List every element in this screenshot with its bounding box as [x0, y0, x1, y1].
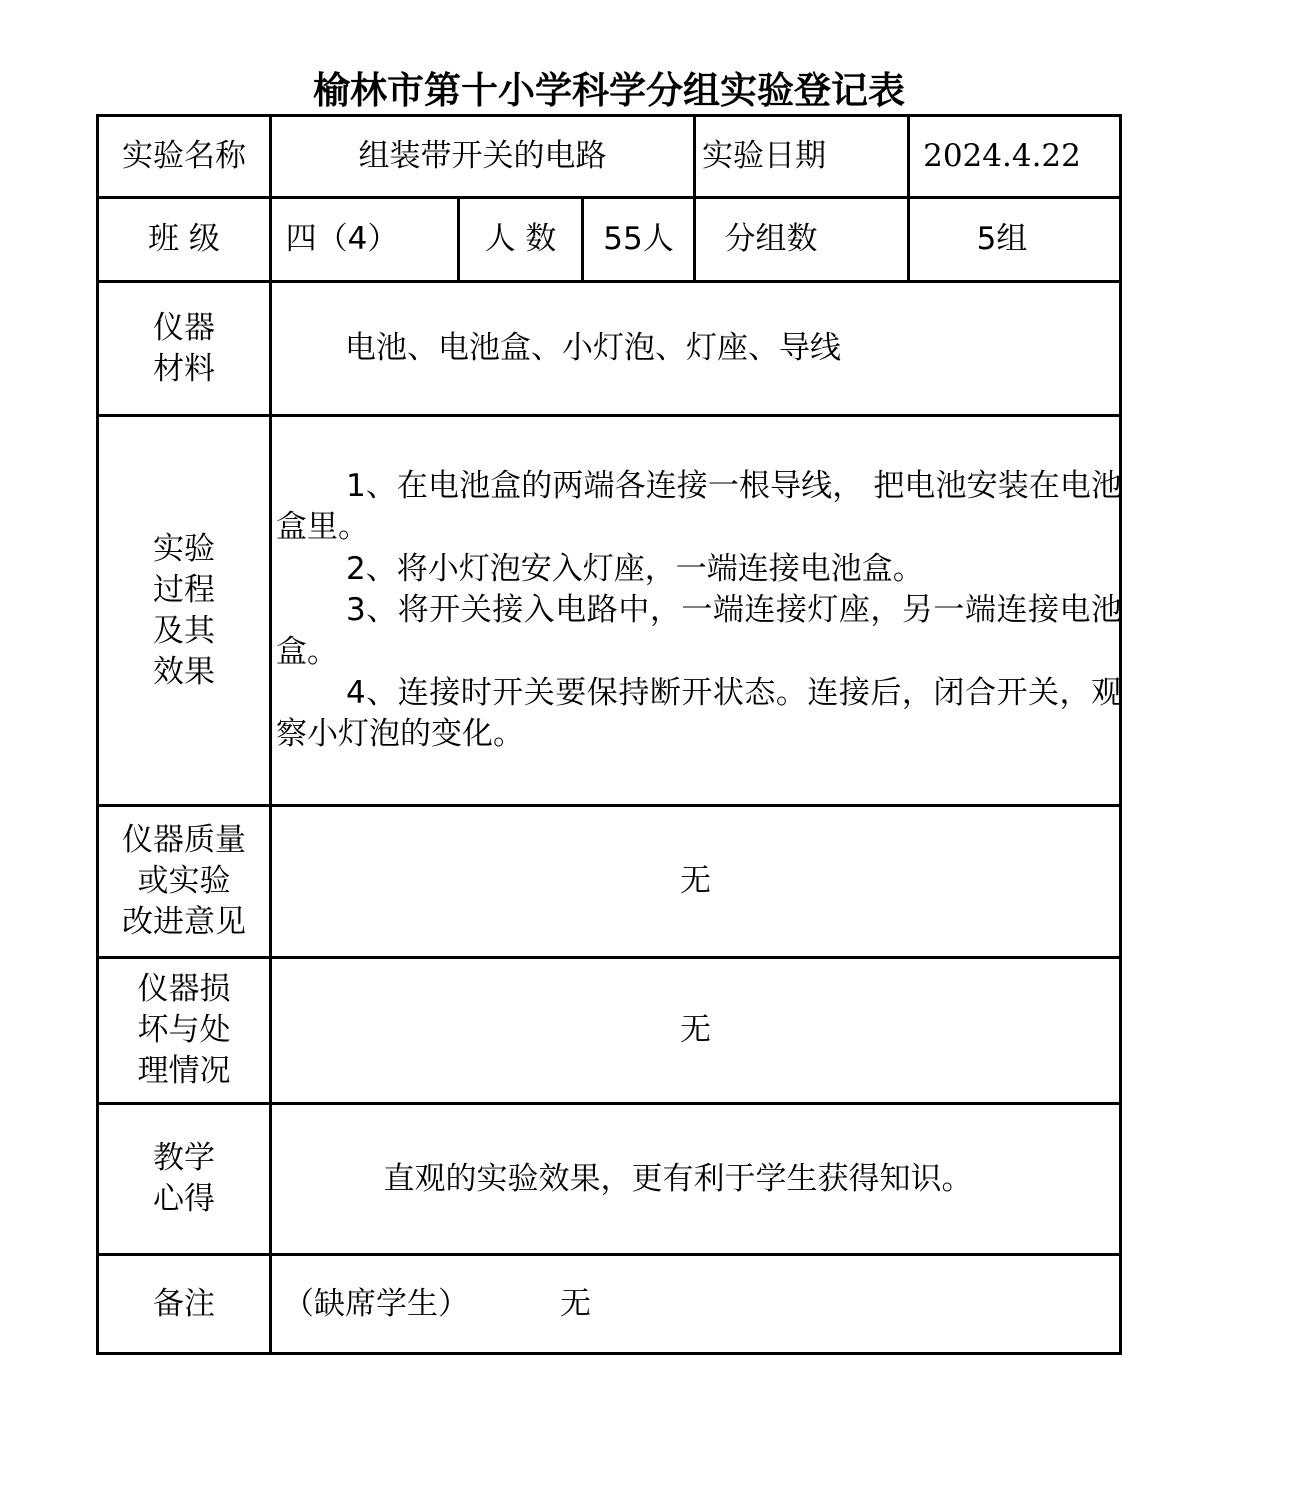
class-label: 班 级 — [148, 221, 220, 257]
experiment-date-label: 实验日期 — [702, 138, 826, 174]
page-title: 榆林市第十小学科学分组实验登记表 — [313, 69, 905, 112]
reflection-label — [99, 1105, 269, 1253]
process-step: 4、连接时开关要保持断开状态。连接后，闭合开关，观察小灯泡的变化。 — [276, 675, 1122, 753]
materials-label-line: 材料 — [153, 350, 215, 387]
absent-students-value: 无 — [560, 1285, 591, 1322]
reflection-label-line: 心得 — [153, 1181, 215, 1217]
process-steps — [276, 466, 1122, 756]
experiment-name-label: 实验名称 — [122, 138, 246, 174]
remarks-label: 备注 — [153, 1285, 215, 1322]
materials-value: 电池、电池盒、小灯泡、灯座、导线 — [345, 330, 841, 366]
reflection-label-line: 教学 — [153, 1140, 215, 1176]
process-step: 3、将开关接入电路中，一端连接灯座，另一端连接电池盒。 — [276, 592, 1122, 670]
reflection-value: 直观的实验效果，更有利于学生获得知识。 — [383, 1160, 973, 1197]
absent-students-label: （缺席学生） — [283, 1285, 469, 1322]
student-count-label: 人 数 — [484, 221, 557, 257]
materials-label — [99, 283, 269, 414]
process-label-line: 实验 — [153, 530, 215, 567]
experiment-date-value: 2024.4.22 — [923, 138, 1081, 174]
suggestions-label — [99, 807, 269, 956]
damage-label-line: 仪器损 — [137, 971, 231, 1007]
damage-label — [99, 959, 269, 1102]
materials-label-line: 仪器 — [153, 309, 215, 346]
student-count-value: 55人 — [603, 221, 674, 257]
suggestions-value: 无 — [680, 863, 711, 899]
experiment-name-value: 组装带开关的电路 — [358, 138, 607, 174]
process-step: 1、在电池盒的两端各连接一根导线， 把电池安装在电池盒里。 — [276, 468, 1122, 546]
process-label-line: 效果 — [153, 653, 215, 690]
process-step: 2、将小灯泡安入灯座，一端连接电池盒。 — [346, 550, 924, 587]
damage-label-line: 坏与处 — [137, 1012, 231, 1048]
suggestions-label-line: 或实验 — [137, 863, 231, 899]
group-count-value: 5组 — [976, 221, 1028, 257]
process-label — [99, 417, 269, 804]
group-count-label: 分组数 — [724, 221, 818, 257]
damage-label-line: 理情况 — [137, 1053, 231, 1089]
class-value: 四（4） — [285, 221, 399, 257]
suggestions-label-line: 改进意见 — [122, 904, 246, 940]
damage-value: 无 — [680, 1012, 711, 1048]
suggestions-label-line: 仪器质量 — [122, 822, 246, 858]
process-label-line: 过程 — [153, 571, 215, 608]
process-label-line: 及其 — [153, 612, 215, 649]
